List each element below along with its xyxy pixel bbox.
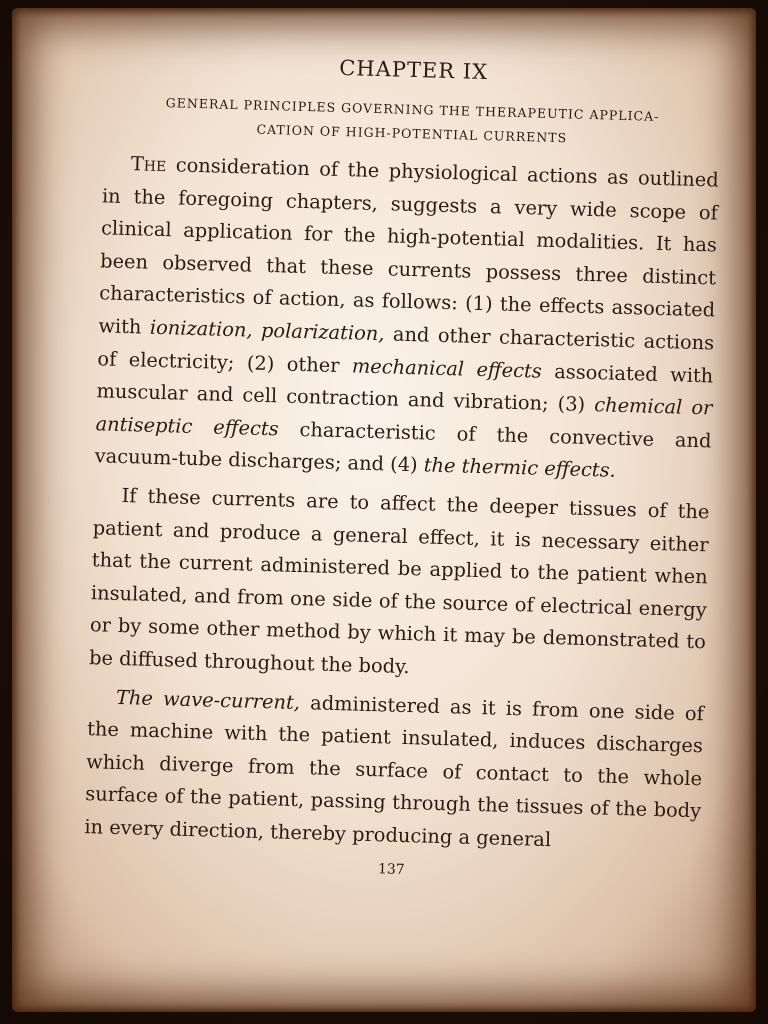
paragraph-1-text-d: characteristic of the convective and vacuum-tube discharges; and (4) <box>94 417 712 477</box>
paragraph-1-italic-d: the thermic effects. <box>423 453 617 483</box>
paragraph-3-italic-lead: The wave-current, <box>115 685 301 714</box>
page-text-block <box>83 49 722 886</box>
page-number: 137 <box>377 861 405 879</box>
paragraph-3-text: administered as it is from one side of the machine with the patient insulated, induces discharges which diverge from the surface of contact to the whole surface of the patient, passing through the tissues of the body in every direction, thereby producing a general <box>84 690 705 852</box>
paragraph-1-italic-a: ionization, polarization, <box>149 315 385 346</box>
paragraph-1 <box>94 147 719 490</box>
chapter-heading: CHAPTER IX <box>338 55 489 85</box>
chapter-subtitle <box>104 89 721 154</box>
subtitle-line-2: CATION OF HIGH-POTENTIAL CURRENTS <box>256 121 568 146</box>
paragraph-1-text-b: and other characteristic actions of electricity; (2) other <box>97 322 715 377</box>
subtitle-line-1: GENERAL PRINCIPLES GOVERNING THE THERAPEUTIC APPLICA- <box>165 95 660 124</box>
book-page <box>12 8 756 1012</box>
paragraph-1-italic-b: mechanical effects <box>351 353 543 383</box>
paragraph-2: If these currents are to affect the deeper tissues of the patient and produce a general effect, it is necessary either that the current administered be applied to the patient when insulated, and from one side of the source of electrical energy or by some other method by which it may be demonstrated to be diffused throughout the body. <box>88 483 710 679</box>
paragraph-1-italic-c: chemical or antiseptic effects <box>95 393 713 441</box>
paragraph-3 <box>84 681 704 861</box>
paragraph-1-text-c: associated with muscular and cell contraction and vibration; (3) <box>96 359 714 417</box>
paragraph-1-text-a: consideration of the physiological actions as outlined in the foregoing chapters, suggests a very wide scope of clinical application for the high-potential modalities. It has been observed that these currents possess three distinct characteristics of action, as follows: (1) the effects associated with <box>98 153 720 339</box>
paragraph-1-lead-word: The <box>130 152 167 177</box>
